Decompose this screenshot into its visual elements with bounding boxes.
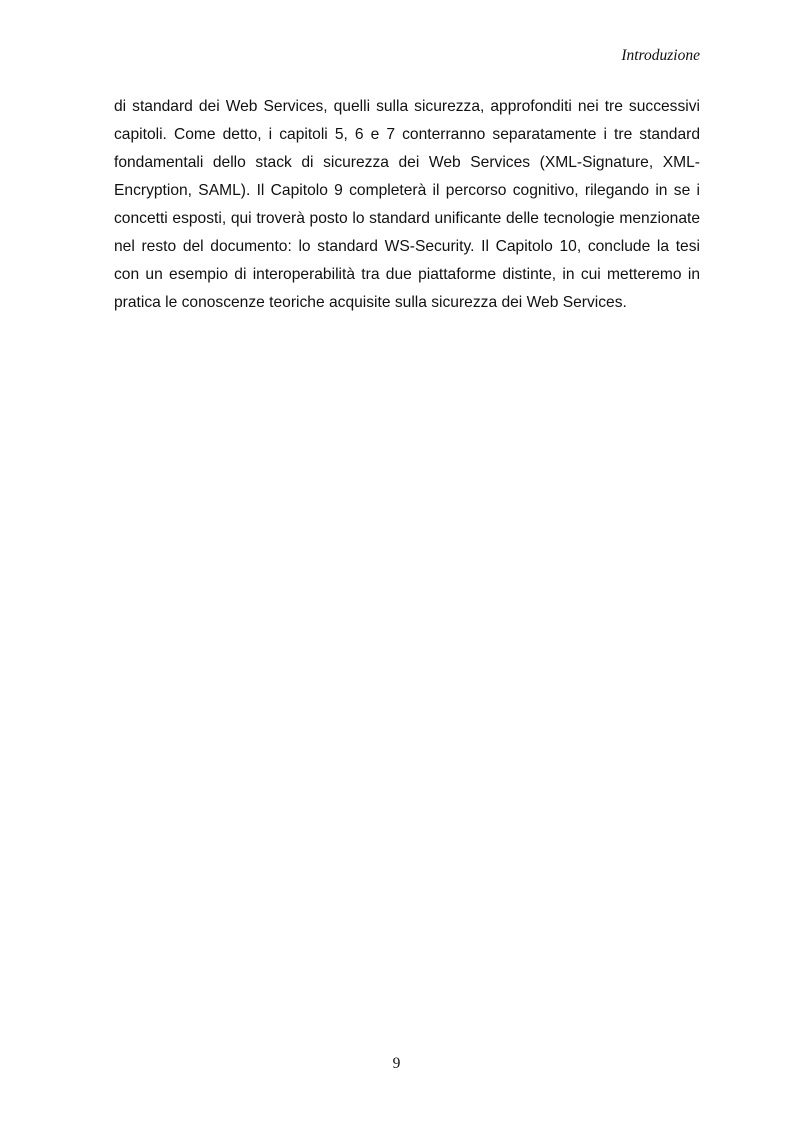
body-paragraph: di standard dei Web Services, quelli sulla sicurezza, approfonditi nei tre successivi capitoli. Come detto, i capitoli 5, 6 e 7 conterranno separatamente i tre standard fondamentali dello stack di sicurezza dei Web Services (XML-Signature, XML-Encryption, SAML). Il Capitolo 9 completerà il percorso cognitivo, rilegando in se i concetti esposti, qui troverà posto lo standard unificante delle tecnologie menzionate nel resto del documento: lo standard WS-Security. Il Capitolo 10, conclude la tesi con un esempio di interoperabilità tra due piattaforme distinte, in cui metteremo in pratica le conoscenze teoriche acquisite sulla sicurezza dei Web Services. [114,98,700,311]
page-number: 9 [392,1055,401,1072]
running-header-title: Introduzione [621,47,700,64]
